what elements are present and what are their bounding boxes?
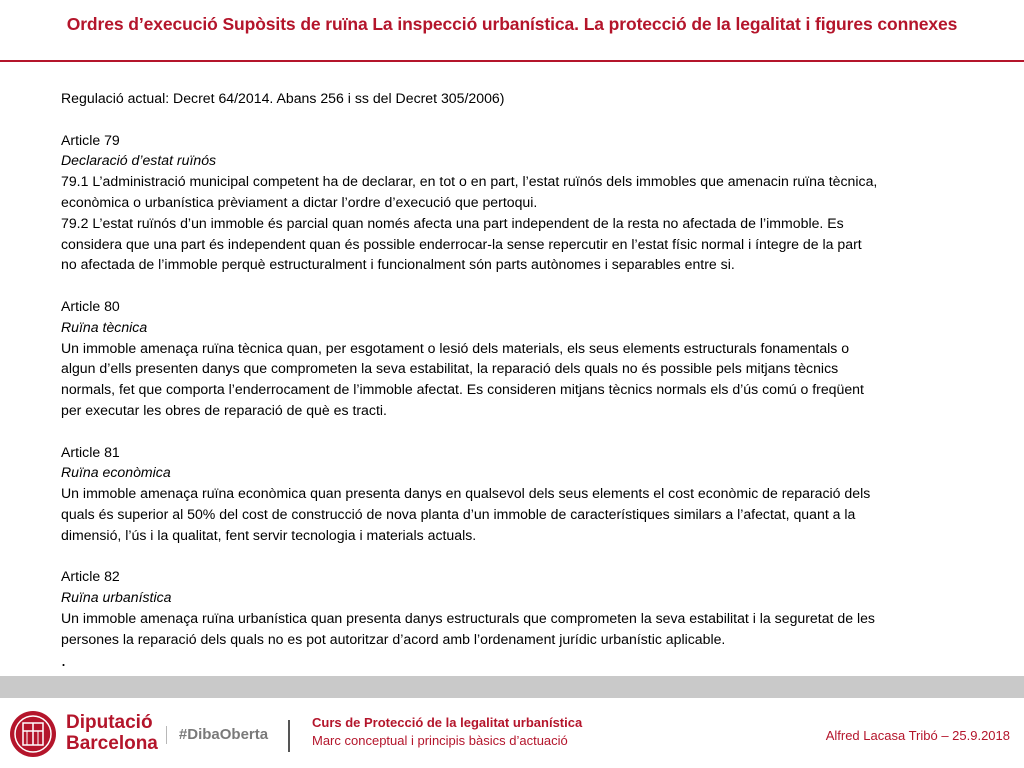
logo-line-1: Diputació: [66, 712, 153, 733]
hashtag: #DibaOberta: [166, 726, 274, 744]
article-80-line: Un immoble amenaça ruïna tècnica quan, per esgotament o lesió dels materials, els seus elements estructurals fonamentals o: [61, 339, 850, 356]
course-info: [312, 714, 582, 750]
slide-footer: [0, 698, 1024, 768]
article-81-line: quals és superior al 50% del cost de construcció de nova planta d’un immoble de característiques similars a l’afectat, quant a la: [61, 505, 856, 522]
article-80-line: per executar les obres de reparació de què es tracti.: [61, 401, 387, 418]
slide-body: [61, 88, 981, 670]
course-title: Curs de Protecció de la legalitat urbanística: [312, 715, 583, 730]
article-79-line: considera que una part és independent quan és possible enderrocar-la sense repercutir en l’estat físic normal i íntegre de la part: [61, 235, 862, 252]
slide-title: Ordres d’execució Supòsits de ruïna La inspecció urbanística. La protecció de la legalitat i figures connexes: [66, 14, 958, 34]
intro-text: Regulació actual: Decret 64/2014. Abans 256 i ss del Decret 305/2006): [61, 90, 505, 106]
article-82-number: Article 82: [61, 568, 120, 585]
article-79-number: Article 79: [61, 131, 120, 148]
logo-wordmark: [66, 712, 158, 754]
course-subtitle: Marc conceptual i principis bàsics d’actuació: [312, 733, 568, 748]
title-divider: [0, 60, 1024, 62]
article-81-number: Article 81: [61, 443, 120, 460]
article-79-line: 79.2 L’estat ruïnós d’un immoble és parcial quan només afecta una part independent de la resta no afectada de l’immoble. Es: [61, 214, 844, 231]
diputacio-seal-icon: [9, 709, 57, 759]
article-82-line: Un immoble amenaça ruïna urbanística quan presenta danys estructurals que comprometen la seva estabilitat i la seguretat de les: [61, 609, 875, 626]
article-81-title: Ruïna econòmica: [61, 464, 171, 481]
article-80-line: algun d’ells presenten danys que comprometen la seva estabilitat, la reparació dels quals no és possible pels mitjans tècnics: [61, 360, 839, 377]
article-80-title: Ruïna tècnica: [61, 318, 148, 335]
article-82-title: Ruïna urbanística: [61, 589, 172, 606]
article-79-line: 79.1 L’administració municipal competent ha de declarar, en tot o en part, l’estat ruïnós dels immobles que amenacin ruïna tècnica,: [61, 173, 878, 190]
article-79-title: Declaració d’estat ruïnós: [61, 152, 217, 169]
trailing-bullet: .: [61, 649, 67, 670]
footer-band: [0, 676, 1024, 698]
article-80-number: Article 80: [61, 297, 120, 314]
article-82-line: persones la reparació dels quals no es pot autoritzar d’acord amb l’ordenament jurídic urbanístic aplicable.: [61, 630, 726, 647]
article-80-line: normals, fet que comporta l’enderrocament de l’immoble afectat. Es consideren mitjans tècnics normals els d’ús comú o freqüent: [61, 381, 864, 398]
article-81-line: dimensió, l’ús i la qualitat, fent servir tecnologia i materials actuals.: [61, 526, 477, 543]
article-79-line: no afectada de l’immoble perquè estructuralment i funcionalment són parts autònomes i separables entre si.: [61, 256, 735, 273]
footer-divider: [288, 720, 290, 752]
article-79-line: econòmica o urbanística prèviament a dictar l’ordre d’execució que pertoqui.: [61, 193, 538, 210]
logo-line-2: Barcelona: [66, 733, 158, 754]
article-81-line: Un immoble amenaça ruïna econòmica quan presenta danys en qualsevol dels seus elements el cost econòmic de reparació dels: [61, 485, 871, 502]
author-date: Alfred Lacasa Tribó – 25.9.2018: [825, 728, 1010, 743]
